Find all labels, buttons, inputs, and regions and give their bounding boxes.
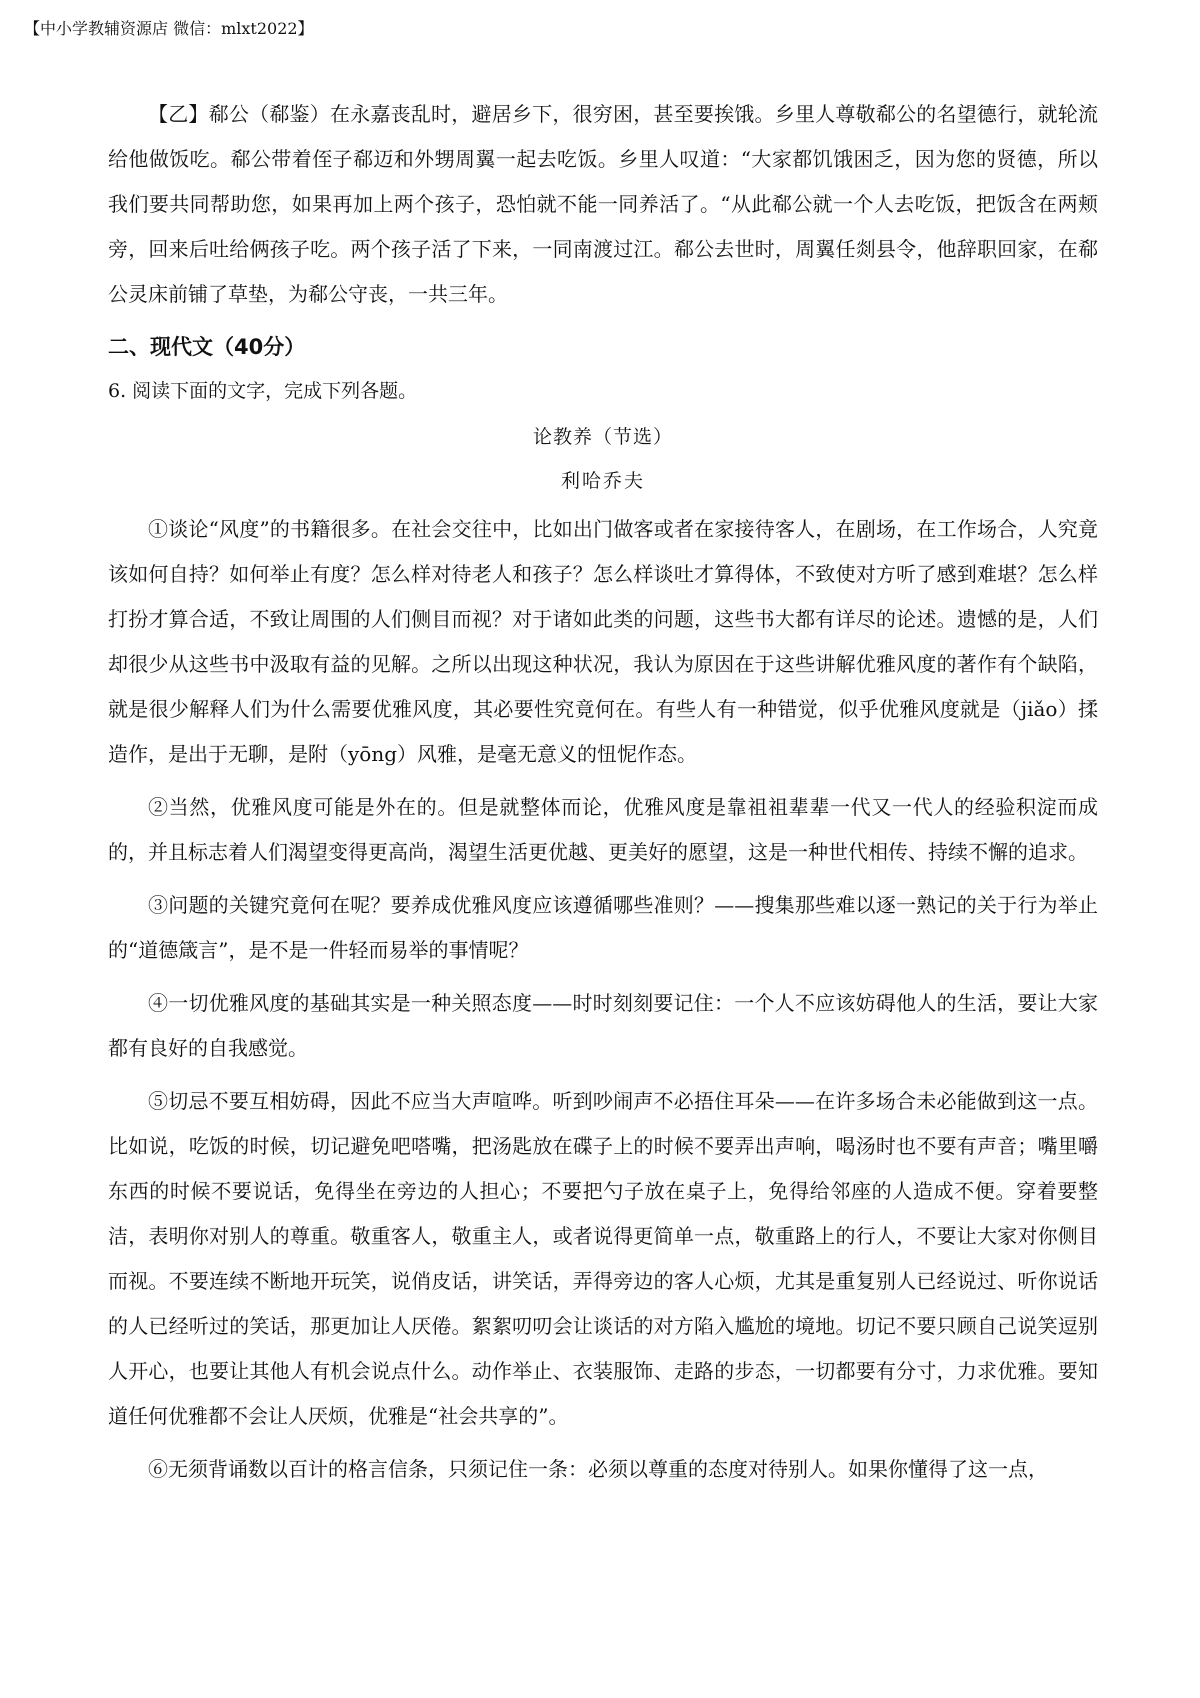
- question-prompt: 6. 阅读下面的文字，完成下列各题。: [108, 380, 418, 402]
- article-paragraph-6: ⑥无须背诵数以百计的格言信条，只须记住一条：必须以尊重的态度对待别人。如果你懂得了这一点，: [148, 1457, 1048, 1481]
- document-body: [108, 92, 1098, 1492]
- article-paragraph-5: ⑤切忌不要互相妨碍，因此不应当大声喧哗。听到吵闹声不必捂住耳朵——在许多场合未必能做到这一点。比如说，吃饭的时候，切记避免吧嗒嘴，把汤匙放在碟子上的时候不要弄出声响，喝汤时也不要有声音；嘴里嚼东西的时候不要说话，免得坐在旁边的人担心；不要把勺子放在桌子上，免得给邻座的人造成不便。穿着要整洁，表明你对别人的尊重。敬重客人，敬重主人，或者说得更简单一点，敬重路上的行人，不要让大家对你侧目而视。不要连续不断地开玩笑，说俏皮话，讲笑话，弄得旁边的客人心烦，尤其是重复别人已经说过、听你说话的人已经听过的笑话，那更加让人厌倦。絮絮叨叨会让谈话的对方陷入尴尬的境地。切记不要只顾自己说笑逗别人开心，也要让其他人有机会说点什么。动作举止、衣装服饰、走路的步态，一切都要有分寸，力求优雅。要知道任何优雅都不会让人厌烦，优雅是“社会共享的”。: [108, 1089, 1098, 1428]
- article-paragraph-3: ③问题的关键究竟何在呢？要养成优雅风度应该遵循哪些准则？——搜集那些难以逐一熟记的关于行为举止的“道德箴言”，是不是一件轻而易举的事情呢？: [108, 893, 1098, 962]
- article-paragraph-1: ①谈论“风度”的书籍很多。在社会交往中，比如出门做客或者在家接待客人，在剧场，在工作场合，人究竟该如何自持？如何举止有度？怎么样对待老人和孩子？怎么样谈吐才算得体，不致使对方听了感到难堪？怎么样打扮才算合适，不致让周围的人们侧目而视？对于诸如此类的问题，这些书大都有详尽的论述。遗憾的是，人们却很少从这些书中汲取有益的见解。之所以出现这种状况，我认为原因在于这些讲解优雅风度的著作有个缺陷，就是很少解释人们为什么需要优雅风度，其必要性究竟何在。有些人有一种错觉，似乎优雅风度就是（jiǎo）揉造作，是出于无聊，是附（yōng）风雅，是毫无意义的忸怩作态。: [108, 517, 1098, 766]
- article-title: 论教养（节选）: [532, 426, 673, 448]
- article-paragraph-2: ②当然，优雅风度可能是外在的。但是就整体而论，优雅风度是靠祖祖辈辈一代又一代人的经验积淀而成的，并且标志着人们渴望变得更高尚，渴望生活更优越、更美好的愿望，这是一种世代相传、持续不懈的追求。: [108, 795, 1098, 864]
- article-author: 利哈乔夫: [560, 470, 645, 492]
- section-heading: 二、现代文（40分）: [108, 335, 306, 359]
- passage-yi: 【乙】郗公（郗鉴）在永嘉丧乱时，避居乡下，很穷困，甚至要挨饿。乡里人尊敬郗公的名望德行，就轮流给他做饭吃。郗公带着侄子郗迈和外甥周翼一起去吃饭。乡里人叹道：“大家都饥饿困乏，因为您的贤德，所以我们要共同帮助您，如果再加上两个孩子，恐怕就不能一同养活了。“从此郗公就一个人去吃饭，把饭含在两颊旁，回来后吐给俩孩子吃。两个孩子活了下来，一同南渡过江。郗公去世时，周翼任剡县令，他辞职回家，在郗公灵床前铺了草垫，为郗公守丧，一共三年。: [108, 102, 1098, 306]
- article-paragraph-4: ④一切优雅风度的基础其实是一种关照态度——时时刻刻要记住：一个人不应该妨碍他人的生活，要让大家都有良好的自我感觉。: [108, 991, 1098, 1060]
- header-note: 【中小学教辅资源店 微信：mlxt2022】: [24, 19, 314, 38]
